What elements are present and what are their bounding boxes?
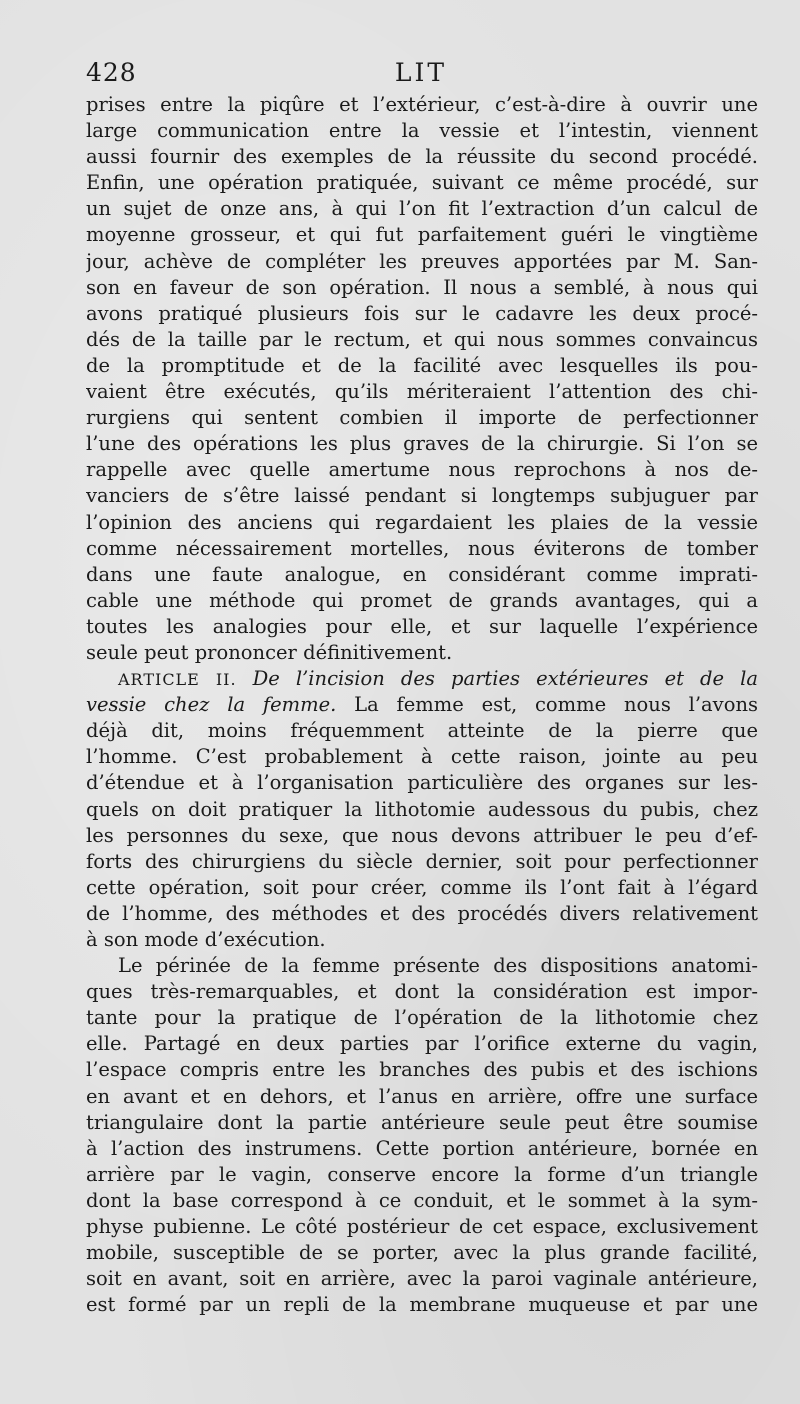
article-label: ARTICLE II.: [118, 670, 237, 690]
text-line: arrière par le vagin, conserve encore la forme d’un triangle: [86, 1162, 758, 1186]
text-line: l’une des opérations les plus graves de la chirurgie. Si l’on se: [86, 432, 758, 456]
text-line: de la promptitude et de la facilité avec lesquelles ils pou-: [86, 353, 758, 377]
text-line: rurgiens qui sentent combien il importe de perfectionner: [86, 406, 758, 430]
text-line: forts des chirurgiens du siècle dernier, soit pour perfectionner: [86, 849, 758, 873]
text-line: quels on doit pratiquer la lithotomie audessous du pubis, chez: [86, 797, 758, 821]
text-line: l’homme. C’est probablement à cette raison, jointe au peu: [86, 745, 758, 769]
article-title-2: vessie chez la femme.: [86, 693, 337, 717]
article-heading-line-2: [86, 692, 758, 718]
text-line: triangulaire dont la partie antérieure seule peut être soumise: [86, 1110, 758, 1134]
text-line: mobile, susceptible de se porter, avec la plus grande facilité,: [86, 1241, 758, 1265]
text-line: vaient être exécutés, qu’ils mériteraient l’attention des chi-: [86, 380, 758, 404]
text-line: en avant et en dehors, et l’anus en arrière, offre une surface: [86, 1084, 758, 1108]
text-line: son en faveur de son opération. Il nous a semblé, à nous qui: [86, 275, 758, 299]
text-line: dés de la taille par le rectum, et qui nous sommes convaincus: [86, 327, 758, 351]
body-text: [86, 92, 758, 1318]
text-line: cable une méthode qui promet de grands avantages, qui a: [86, 588, 758, 612]
text-line: physe pubienne. Le côté postérieur de cet espace, exclusivement: [86, 1215, 758, 1239]
text-line: vanciers de s’être laissé pendant si longtemps subjuguer par: [86, 484, 758, 508]
text-line: moyenne grosseur, et qui fut parfaitement guéri le vingtième: [86, 223, 758, 247]
article-title-1: De l’incision des parties extérieures et de la: [252, 667, 758, 691]
text-line: prises entre la piqûre et l’extérieur, c’est-à-dire à ouvrir une: [86, 93, 758, 116]
text-line: tante pour la pratique de l’opération de la lithotomie chez: [86, 1006, 758, 1030]
text-line: ques très-remarquables, et dont la considération est impor-: [86, 980, 758, 1004]
text-line: toutes les analogies pour elle, et sur laquelle l’expérience: [86, 614, 758, 638]
text-line: les personnes du sexe, que nous devons attribuer le peu d’ef-: [86, 823, 758, 847]
text-line: l’opinion des anciens qui regardaient les plaies de la vessie: [86, 510, 758, 534]
text-line: d’étendue et à l’organisation particulière des organes sur les-: [86, 771, 758, 795]
text-line: jour, achève de compléter les preuves apportées par M. San-: [86, 249, 758, 273]
text-line: dans une faute analogue, en considérant comme imprati-: [86, 562, 758, 586]
text-line: elle. Partagé en deux parties par l’orifice externe du vagin,: [86, 1032, 758, 1056]
text-line: Enfin, une opération pratiquée, suivant ce même procédé, sur: [86, 171, 758, 195]
text-line: cette opération, soit pour créer, comme ils l’ont fait à l’égard: [86, 875, 758, 899]
text-line: rappelle avec quelle amertume nous reprochons à nos de-: [86, 458, 758, 482]
text-line: seule peut prononcer définitivement.: [86, 640, 453, 664]
text-line: à l’action des instrumens. Cette portion antérieure, bornée en: [86, 1136, 758, 1160]
text-line: Le périnée de la femme présente des dispositions anatomi-: [118, 954, 758, 978]
text-line: un sujet de onze ans, à qui l’on fit l’extraction d’un calcul de: [86, 197, 758, 221]
text-line: déjà dit, moins fréquemment atteinte de la pierre que: [86, 719, 758, 743]
text-line: large communication entre la vessie et l’intestin, viennent: [86, 119, 758, 143]
text-line: avons pratiqué plusieurs fois sur le cadavre les deux procé-: [86, 301, 758, 325]
text-line: à son mode d’exécution.: [86, 928, 326, 951]
text-line: dont la base correspond à ce conduit, et le sommet à la sym-: [86, 1188, 758, 1212]
article-rest: La femme est, comme nous l’avons: [336, 693, 758, 717]
text-line: l’espace compris entre les branches des pubis et des ischions: [86, 1058, 758, 1082]
text-line: est formé par un repli de la membrane muqueuse et par une: [86, 1293, 758, 1317]
page-number: 428: [86, 58, 137, 87]
text-line: comme nécessairement mortelles, nous éviterons de tomber: [86, 536, 758, 560]
text-line: aussi fournir des exemples de la réussite du second procédé.: [86, 145, 758, 169]
article-heading-line: [86, 666, 758, 692]
text-line: de l’homme, des méthodes et des procédés divers relativement: [86, 901, 758, 925]
text-line: soit en avant, soit en arrière, avec la paroi vaginale antérieure,: [86, 1267, 758, 1291]
running-title: LIT: [394, 58, 448, 87]
